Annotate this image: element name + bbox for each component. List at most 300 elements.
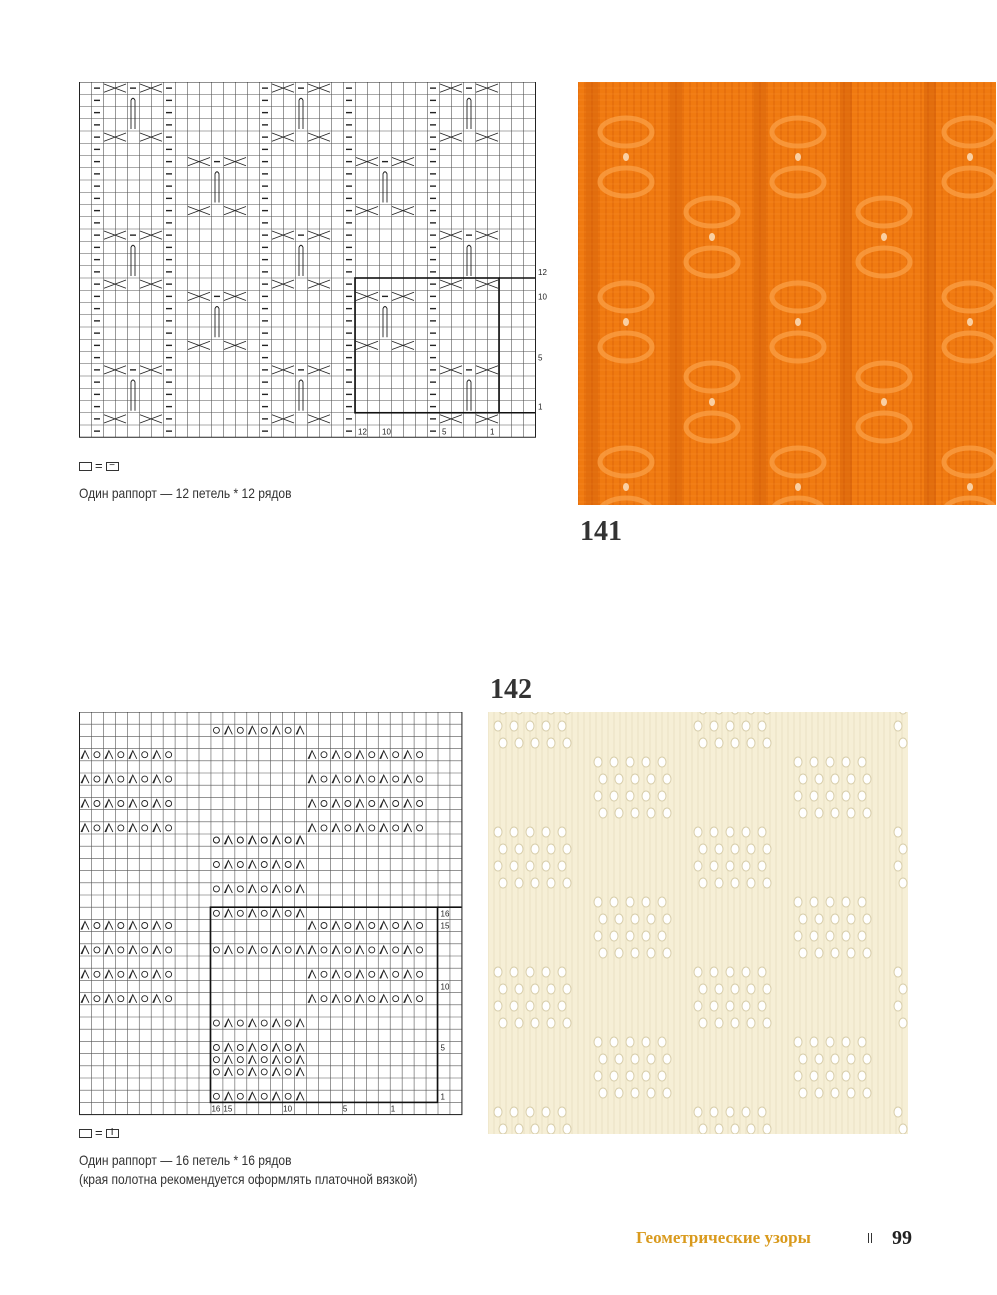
yarn-over-symbol [369,996,375,1002]
yarn-over-symbol [321,776,327,782]
cross-symbol [140,366,162,374]
yarn-over-symbol [142,752,148,758]
decrease-symbol [308,775,316,783]
decrease-symbol [380,970,388,978]
decrease-symbol [272,1092,280,1100]
decrease-symbol [81,995,89,1003]
cross-symbol [392,158,414,166]
yarn-over-symbol [213,1020,219,1026]
yarn-over-symbol [237,837,243,843]
yarn-over-symbol [213,1045,219,1051]
yarn-over-symbol [285,727,291,733]
column-number-label: 10 [382,427,391,437]
yarn-over-symbol [142,801,148,807]
row-number-label: 12 [538,267,547,277]
decrease-symbol [296,909,304,917]
cross-symbol [272,84,294,92]
decrease-symbol [248,909,256,917]
yarn-over-symbol [369,752,375,758]
caption-142 [79,1151,417,1189]
elongated-loop-symbol [383,307,387,338]
elongated-loop-symbol [299,245,303,276]
yarn-over-symbol [213,837,219,843]
row-number-label: 1 [440,1092,445,1102]
cross-symbol [392,341,414,349]
cross-symbol [104,415,126,423]
cross-symbol [104,366,126,374]
yarn-over-symbol [393,971,399,977]
decrease-symbol [81,799,89,807]
cross-symbol [440,280,462,288]
yarn-over-symbol [285,862,291,868]
yarn-over-symbol [213,910,219,916]
decrease-symbol [129,970,137,978]
cross-symbol [476,84,498,92]
empty-cell-icon [79,462,92,471]
yarn-over-symbol [166,776,172,782]
yarn-over-symbol [261,837,267,843]
decrease-symbol [153,824,161,832]
decrease-symbol [105,970,113,978]
yarn-over-symbol [94,971,100,977]
decrease-symbol [105,995,113,1003]
decrease-symbol [129,775,137,783]
cross-symbol [356,292,378,300]
yarn-over-symbol [321,923,327,929]
yarn-over-symbol [345,825,351,831]
decrease-symbol [129,921,137,929]
yarn-over-symbol [213,727,219,733]
yarn-over-symbol [94,776,100,782]
yarn-over-symbol [94,752,100,758]
decrease-symbol [248,726,256,734]
yarn-over-symbol [94,825,100,831]
yarn-over-symbol [417,752,423,758]
decrease-symbol [272,1068,280,1076]
decrease-symbol [248,836,256,844]
yarn-over-symbol [321,752,327,758]
yarn-over-symbol [94,801,100,807]
yarn-over-symbol [261,862,267,868]
decrease-symbol [404,995,412,1003]
cross-symbol [440,133,462,141]
decrease-symbol [272,1019,280,1027]
cross-symbol [440,366,462,374]
cross-symbol [272,231,294,239]
decrease-symbol [153,775,161,783]
decrease-symbol [356,824,364,832]
yarn-over-symbol [285,1069,291,1075]
yarn-over-symbol [345,801,351,807]
cross-symbol [104,84,126,92]
decrease-symbol [81,946,89,954]
decrease-symbol [296,726,304,734]
yarn-over-symbol [285,1093,291,1099]
decrease-symbol [332,970,340,978]
decrease-symbol [308,995,316,1003]
cross-symbol [308,133,330,141]
decrease-symbol [224,885,232,893]
elongated-loop-symbol [131,380,135,411]
knitting-chart-141-grid [79,82,554,448]
decrease-symbol [105,775,113,783]
yarn-over-symbol [237,910,243,916]
yarn-over-symbol [393,947,399,953]
cross-symbol [476,280,498,288]
decrease-symbol [248,1043,256,1051]
footer-separator [868,1233,872,1243]
yarn-over-symbol [213,1069,219,1075]
yarn-over-symbol [285,910,291,916]
yarn-over-symbol [417,776,423,782]
cross-symbol [224,341,246,349]
yarn-over-symbol [142,996,148,1002]
yarn-over-symbol [237,1057,243,1063]
elongated-loop-symbol [215,172,219,203]
cross-symbol [356,158,378,166]
yarn-over-symbol [261,1020,267,1026]
decrease-symbol [380,775,388,783]
decrease-symbol [296,860,304,868]
decrease-symbol [153,751,161,759]
yarn-over-symbol [166,947,172,953]
cross-symbol [188,292,210,300]
elongated-loop-symbol [299,380,303,411]
decrease-symbol [332,921,340,929]
cross-symbol [476,231,498,239]
yarn-over-symbol [213,886,219,892]
decrease-symbol [153,970,161,978]
yarn-over-symbol [142,971,148,977]
yarn-over-symbol [321,825,327,831]
cross-symbol [392,292,414,300]
elongated-loop-symbol [299,98,303,129]
decrease-symbol [272,1043,280,1051]
yarn-over-symbol [393,801,399,807]
decrease-symbol [224,860,232,868]
cross-symbol [140,84,162,92]
cross-symbol [272,280,294,288]
decrease-symbol [308,799,316,807]
decrease-symbol [224,726,232,734]
caption-line: Один раппорт — 16 петель * 16 рядов [79,1152,292,1168]
yarn-over-symbol [118,825,124,831]
cross-symbol [308,366,330,374]
yarn-over-symbol [94,923,100,929]
decrease-symbol [332,824,340,832]
decrease-symbol [380,824,388,832]
decrease-symbol [105,946,113,954]
yarn-over-symbol [417,923,423,929]
yarn-over-symbol [261,1057,267,1063]
photo-141 [578,82,996,505]
empty-cell-icon [79,1129,92,1138]
cross-symbol [308,84,330,92]
column-number-label: 5 [342,1104,348,1114]
yarn-over-symbol [118,971,124,977]
row-number-label: 1 [538,402,543,412]
yarn-over-symbol [166,996,172,1002]
yarn-over-symbol [118,947,124,953]
cross-symbol [440,231,462,239]
yarn-over-symbol [142,825,148,831]
cross-symbol [140,415,162,423]
decrease-symbol [248,885,256,893]
yarn-over-symbol [345,752,351,758]
decrease-symbol [129,995,137,1003]
decrease-symbol [404,799,412,807]
decrease-symbol [380,995,388,1003]
cross-symbol [188,207,210,215]
yarn-over-symbol [417,947,423,953]
yarn-over-symbol [237,727,243,733]
elongated-loop-symbol [215,307,219,338]
yarn-over-symbol [369,923,375,929]
cross-symbol [272,133,294,141]
cross-symbol [188,341,210,349]
decrease-symbol [224,1092,232,1100]
decrease-symbol [248,1092,256,1100]
yarn-over-symbol [166,923,172,929]
chart-142 [79,712,469,1120]
decrease-symbol [296,1092,304,1100]
decrease-symbol [272,836,280,844]
caption-line: Один раппорт — 12 петель * 12 рядов [79,485,292,501]
decrease-symbol [105,799,113,807]
decrease-symbol [224,1019,232,1027]
knit-cell-icon: I [106,1129,119,1138]
decrease-symbol [272,909,280,917]
yarn-over-symbol [118,776,124,782]
cross-symbol [224,292,246,300]
yarn-over-symbol [285,837,291,843]
decrease-symbol [308,946,316,954]
yarn-over-symbol [417,996,423,1002]
decrease-symbol [308,921,316,929]
yarn-over-symbol [393,996,399,1002]
decrease-symbol [129,799,137,807]
decrease-symbol [248,1068,256,1076]
decrease-symbol [404,775,412,783]
repeat-outline [355,278,499,413]
yarn-over-symbol [393,923,399,929]
yarn-over-symbol [261,1069,267,1075]
pattern-number-141: 141 [580,516,622,547]
yarn-over-symbol [213,862,219,868]
cross-symbol [308,415,330,423]
decrease-symbol [105,751,113,759]
yarn-over-symbol [166,801,172,807]
yarn-over-symbol [261,910,267,916]
cross-symbol [140,133,162,141]
decrease-symbol [248,946,256,954]
decrease-symbol [272,1056,280,1064]
cross-symbol [308,231,330,239]
row-number-label: 5 [440,1043,445,1053]
yarn-over-symbol [237,1093,243,1099]
decrease-symbol [129,824,137,832]
cross-symbol [356,207,378,215]
decrease-symbol [248,860,256,868]
yarn-over-symbol [213,947,219,953]
decrease-symbol [296,1068,304,1076]
decrease-symbol [224,1068,232,1076]
cream-lace-knit-photo [488,712,908,1134]
yarn-over-symbol [369,776,375,782]
decrease-symbol [380,946,388,954]
pattern-number-142: 142 [490,674,532,705]
legend-142 [79,1125,119,1140]
decrease-symbol [129,751,137,759]
yarn-over-symbol [261,886,267,892]
decrease-symbol [272,860,280,868]
elongated-loop-symbol [467,380,471,411]
yarn-over-symbol [345,776,351,782]
decrease-symbol [153,946,161,954]
grid-lines [79,712,462,1115]
yarn-over-symbol [285,947,291,953]
decrease-symbol [81,921,89,929]
cross-symbol [440,415,462,423]
decrease-symbol [105,824,113,832]
yarn-over-symbol [261,947,267,953]
yarn-over-symbol [166,752,172,758]
yarn-over-symbol [321,971,327,977]
row-number-label: 15 [440,921,450,931]
decrease-symbol [296,836,304,844]
cross-symbol [188,158,210,166]
decrease-symbol [332,946,340,954]
yarn-over-symbol [166,825,172,831]
yarn-over-symbol [369,947,375,953]
cross-symbol [476,133,498,141]
yarn-over-symbol [369,801,375,807]
decrease-symbol [356,946,364,954]
yarn-over-symbol [213,1093,219,1099]
decrease-symbol [404,751,412,759]
decrease-symbol [224,909,232,917]
cross-symbol [476,415,498,423]
yarn-over-symbol [417,971,423,977]
yarn-over-symbol [417,825,423,831]
column-number-label: 1 [390,1104,396,1114]
yarn-over-symbol [369,825,375,831]
decrease-symbol [296,1056,304,1064]
cross-symbol [308,280,330,288]
yarn-over-symbol [345,996,351,1002]
decrease-symbol [356,921,364,929]
chart-141 [79,82,554,448]
elongated-loop-symbol [131,245,135,276]
decrease-symbol [105,921,113,929]
cross-symbol [356,341,378,349]
yarn-over-symbol [261,1093,267,1099]
yarn-over-symbol [393,776,399,782]
yarn-over-symbol [237,1020,243,1026]
yarn-over-symbol [118,801,124,807]
decrease-symbol [380,921,388,929]
cross-symbol [392,207,414,215]
decrease-symbol [404,946,412,954]
decrease-symbol [332,775,340,783]
yarn-over-symbol [94,996,100,1002]
yarn-over-symbol [285,1020,291,1026]
page-number: 99 [892,1227,912,1249]
decrease-symbol [308,970,316,978]
decrease-symbol [356,995,364,1003]
yarn-over-symbol [118,923,124,929]
decrease-symbol [224,1043,232,1051]
column-number-label: 10 [283,1104,293,1114]
cross-symbol [104,231,126,239]
legend-equals: = [95,1125,103,1140]
yarn-over-symbol [261,727,267,733]
yarn-over-symbol [369,971,375,977]
decrease-symbol [356,970,364,978]
yarn-over-symbol [237,1069,243,1075]
yarn-over-symbol [118,996,124,1002]
column-number-label: 16 [211,1104,221,1114]
cross-symbol [224,207,246,215]
cross-symbol [224,158,246,166]
yarn-over-symbol [94,947,100,953]
knitting-chart-142-grid [79,712,469,1120]
decrease-symbol [308,751,316,759]
row-number-label: 5 [538,353,543,363]
yarn-over-symbol [237,862,243,868]
cross-symbol [140,231,162,239]
section-title: Геометрические узоры [636,1228,811,1247]
row-number-label: 10 [440,982,450,992]
yarn-over-symbol [321,996,327,1002]
yarn-over-symbol [417,801,423,807]
cross-symbol [140,280,162,288]
decrease-symbol [81,775,89,783]
row-number-label: 10 [538,292,547,302]
decrease-symbol [272,726,280,734]
elongated-loop-symbol [131,98,135,129]
decrease-symbol [272,885,280,893]
caption-line: (края полотна рекомендуется оформлять платочной вязкой) [79,1171,418,1187]
yarn-over-symbol [321,947,327,953]
elongated-loop-symbol [383,172,387,203]
decrease-symbol [332,995,340,1003]
legend-equals: = [95,458,103,473]
decrease-symbol [224,1056,232,1064]
decrease-symbol [356,799,364,807]
cross-symbol [476,366,498,374]
yarn-over-symbol [261,1045,267,1051]
decrease-symbol [356,775,364,783]
yarn-over-symbol [237,947,243,953]
decrease-symbol [380,799,388,807]
yarn-over-symbol [345,971,351,977]
decrease-symbol [224,836,232,844]
yarn-over-symbol [142,776,148,782]
decrease-symbol [248,1056,256,1064]
decrease-symbol [224,946,232,954]
caption-141 [79,484,291,503]
orange-cable-knit-photo [578,82,996,505]
decrease-symbol [380,751,388,759]
decrease-symbol [296,946,304,954]
decrease-symbol [404,970,412,978]
decrease-symbol [153,995,161,1003]
yarn-over-symbol [142,947,148,953]
cross-symbol [104,280,126,288]
elongated-loop-symbol [467,98,471,129]
yarn-over-symbol [393,752,399,758]
